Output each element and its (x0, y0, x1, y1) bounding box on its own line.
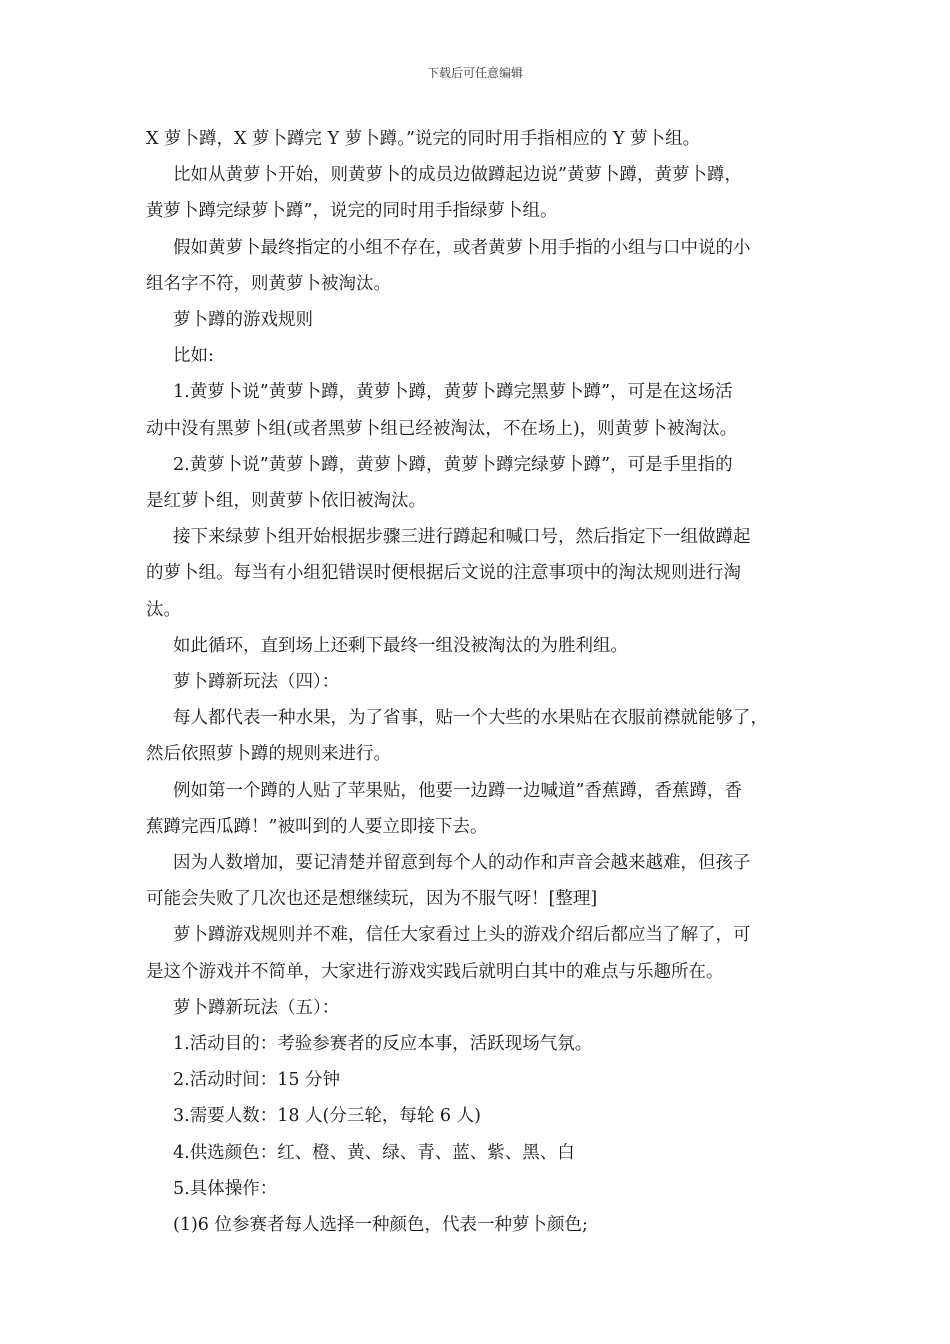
text-line: 是红萝卜组，则黄萝卜依旧被淘汰。 (146, 491, 426, 512)
text-line: (1)6 位参赛者每人选择一种颜色，代表一种萝卜颜色; (173, 1215, 588, 1236)
text-line: 每人都代表一种水果，为了省事，贴一个大些的水果贴在衣服前襟就能够了， (173, 708, 768, 729)
text-line: 蕉蹲完西瓜蹲！”被叫到的人要立即接下去。 (146, 816, 488, 837)
text-line: 2.活动时间：15 分钟 (173, 1070, 341, 1091)
text-line: 然后依照萝卜蹲的规则来进行。 (146, 744, 391, 765)
text-line: 萝卜蹲新玩法（五）： (173, 997, 340, 1018)
text-line: 例如第一个蹲的人贴了苹果贴，他要一边蹲一边喊道”香蕉蹲，香蕉蹲，香 (173, 780, 742, 801)
text-line: 是这个游戏并不简单，大家进行游戏实践后就明白其中的难点与乐趣所在。 (146, 961, 724, 982)
text-line: 接下来绿萝卜组开始根据步骤三进行蹲起和喊口号，然后指定下一组做蹲起 (173, 527, 751, 548)
text-line: 汰。 (146, 599, 181, 620)
text-line: 的萝卜组。每当有小组犯错误时便根据后文说的注意事项中的淘汰规则进行淘 (146, 563, 741, 584)
text-line: 组名字不符，则黄萝卜被淘汰。 (146, 273, 391, 294)
text-line: 萝卜蹲的游戏规则 (173, 310, 313, 331)
text-line: 可能会失败了几次也还是想继续玩，因为不服气呀！[整理] (146, 889, 598, 910)
text-line: 萝卜蹲游戏规则并不难，信任大家看过上头的游戏介绍后都应当了解了，可 (173, 925, 751, 946)
text-line: 4.供选颜色：红、橙、黄、绿、青、蓝、紫、黑、白 (173, 1142, 575, 1163)
text-line: 如此循环，直到场上还剩下最终一组没被淘汰的为胜利组。 (173, 635, 628, 656)
text-line: 2.黄萝卜说”黄萝卜蹲，黄萝卜蹲，黄萝卜蹲完绿萝卜蹲”，可是手里指的 (173, 454, 733, 475)
page-header: 下载后可任意编辑 (426, 66, 523, 80)
text-line: 比如从黄萝卜开始，则黄萝卜的成员边做蹲起边说”黄萝卜蹲，黄萝卜蹲， (173, 165, 742, 186)
text-line: 1.黄萝卜说”黄萝卜蹲，黄萝卜蹲，黄萝卜蹲完黑萝卜蹲”，可是在这场活 (173, 382, 733, 403)
text-line: X 萝卜蹲，X 萝卜蹲完 Y 萝卜蹲。”说完的同时用手指相应的 Y 萝卜组。 (146, 129, 701, 149)
text-line: 黄萝卜蹲完绿萝卜蹲”，说完的同时用手指绿萝卜组。 (146, 201, 558, 222)
text-line: 1.活动目的：考验参赛者的反应本事，活跃现场气氛。 (173, 1034, 593, 1055)
text-line: 因为人数增加，要记清楚并留意到每个人的动作和声音会越来越难，但孩子 (173, 853, 751, 874)
text-line: 5.具体操作： (173, 1178, 278, 1199)
text-line: 假如黄萝卜最终指定的小组不存在，或者黄萝卜用手指的小组与口中说的小 (173, 237, 751, 258)
text-line: 比如: (173, 346, 214, 367)
document-body (146, 121, 816, 1243)
text-line: 萝卜蹲新玩法（四）： (173, 672, 340, 693)
text-line: 3.需要人数：18 人(分三轮，每轮 6 人) (173, 1106, 481, 1127)
text-line: 动中没有黑萝卜组(或者黑萝卜组已经被淘汰，不在场上)，则黄萝卜被淘汰。 (146, 418, 738, 439)
